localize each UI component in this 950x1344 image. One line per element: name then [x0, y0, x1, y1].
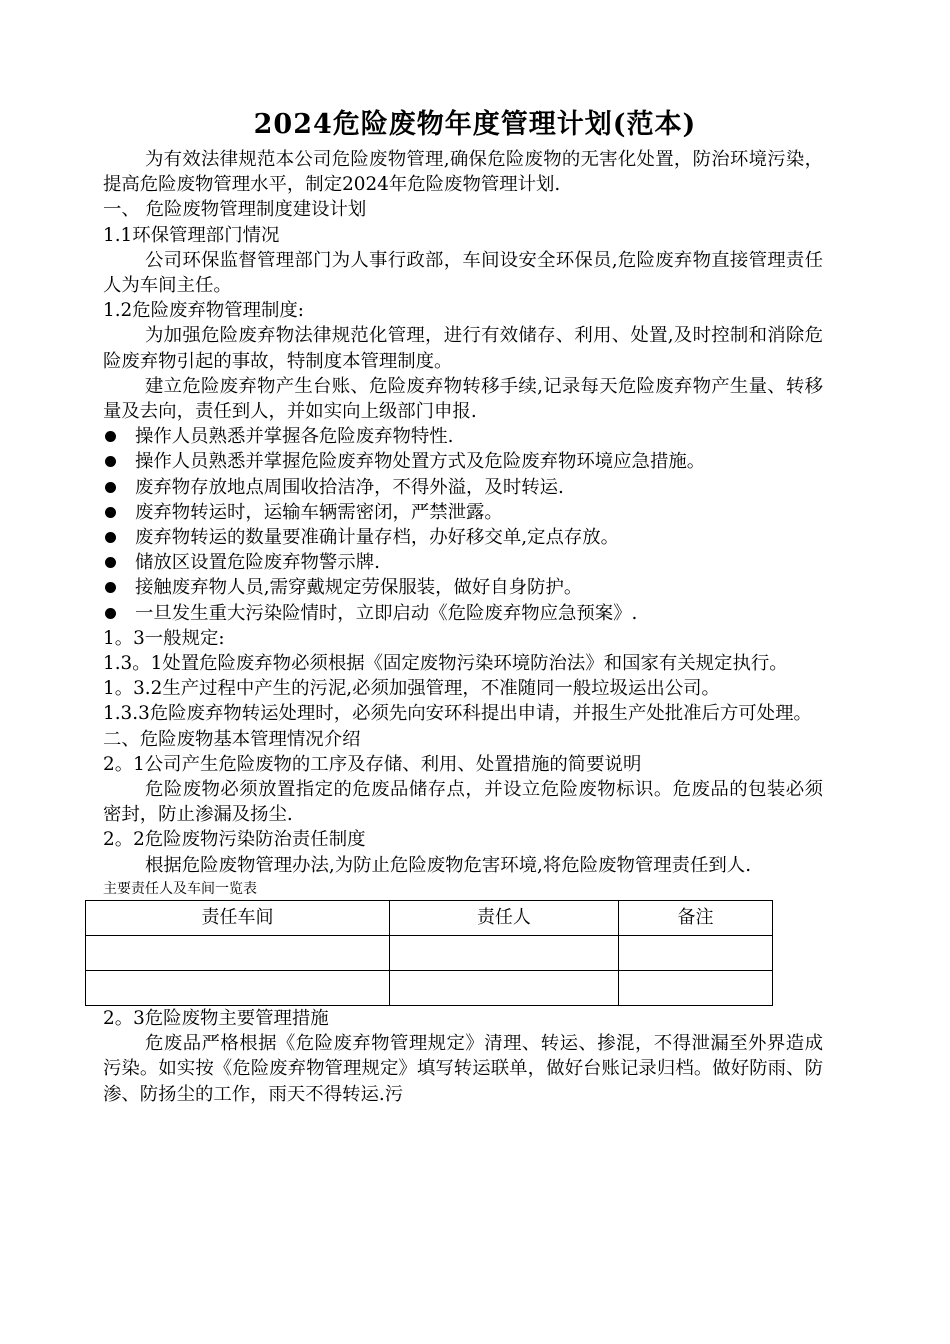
bullet-text: 操作人员熟悉并掌握各危险废弃物特性. [135, 426, 454, 448]
section-1-2-heading: 1.2危险废弃物管理制度: [103, 300, 304, 322]
bullet-icon [105, 557, 116, 568]
table-header-cell: 责任人 [389, 900, 618, 935]
responsibility-table [85, 900, 773, 1006]
bullet-text: 废弃物存放地点周围收拾洁净，不得外溢，及时转运. [135, 476, 564, 498]
table-header-cell: 备注 [618, 900, 772, 935]
bullet-text: 一旦发生重大污染险情时，立即启动《危险废弃物应急预案》. [135, 602, 638, 624]
intro-paragraph: 为有效法律规范本公司危险废物管理,确保危险废物的无害化处置，防治环境污染，提高危险废物管理水平，制定2024年危险废物管理计划. [103, 149, 823, 196]
bullet-icon [105, 431, 116, 442]
table-cell [389, 970, 618, 1005]
table-row [86, 970, 773, 1005]
bullet-icon [105, 507, 116, 518]
bullet-text: 接触废弃物人员,需穿戴规定劳保服装，做好自身防护。 [135, 577, 583, 599]
bullet-icon [105, 482, 116, 493]
bullet-text: 废弃物转运的数量要准确计量存档，办好移交单,定点存放。 [135, 527, 620, 549]
bullet-item [103, 550, 823, 575]
section-2-1-text: 危险废物必须放置指定的危废品储存点，并设立危险废物标识。危废品的包装必须密封，防止渗漏及扬尘. [103, 779, 823, 826]
section-1-1-heading: 1.1环保管理部门情况 [103, 224, 280, 246]
bullet-list [103, 424, 823, 626]
table-caption: 主要责任人及车间一览表 [103, 880, 257, 897]
section-1-heading: 一、 危险废物管理制度建设计划 [103, 199, 367, 221]
bullet-text: 废弃物转运时，运输车辆需密闭，严禁泄露。 [135, 501, 503, 523]
bullet-item [103, 424, 823, 449]
section-1-1-text: 公司环保监督管理部门为人事行政部，车间设安全环保员,危险废弃物直接管理责任人为车间主任。 [103, 249, 823, 297]
bullet-icon [105, 608, 116, 619]
section-1-3-heading: 1。3一般规定: [103, 627, 225, 649]
document-title: 2024危险废物年度管理计划(范本) [253, 109, 697, 140]
table-header-cell: 责任车间 [86, 900, 390, 935]
bullet-text: 操作人员熟悉并掌握危险废弃物处置方式及危险废弃物环境应急措施。 [135, 451, 706, 473]
bullet-item [103, 525, 823, 550]
table-cell [618, 935, 772, 970]
section-1-3-2-text: 1。3.2生产过程中产生的污泥,必须加强管理，不准随同一般垃圾运出公司。 [103, 678, 720, 700]
table-cell [389, 935, 618, 970]
section-2-3-heading: 2。3危险废物主要管理措施 [103, 1007, 329, 1029]
section-2-2-heading: 2。2危险废物污染防治责任制度 [103, 829, 366, 851]
bullet-item [103, 475, 823, 500]
section-1-3-1-text: 1.3。1处置危险废弃物必须根据《固定废物污染环境防治法》和国家有关规定执行。 [103, 653, 788, 675]
section-2-heading: 二、危险废物基本管理情况介绍 [103, 728, 361, 750]
bullet-icon [105, 582, 116, 593]
table-row [86, 935, 773, 970]
table-cell [86, 935, 390, 970]
table-header-row [86, 900, 773, 935]
bullet-item [103, 601, 823, 626]
bullet-item [103, 449, 823, 474]
section-1-3-3-text: 1.3.3危险废弃物转运处理时，必须先向安环科提出申请，并报生产处批准后方可处理。 [103, 703, 812, 725]
section-2-3-text: 危废品严格根据《危险废弃物管理规定》清理、转运、掺混，不得泄漏至外界造成污染。如实按《危险废弃物管理规定》填写转运联单，做好台账记录归档。做好防雨、防渗、防扬尘的工作，雨天不得转运.污 [103, 1033, 823, 1105]
section-1-2-text-2: 建立危险废弃物产生台账、危险废弃物转移手续,记录每天危险废弃物产生量、转移量及去向，责任到人，并如实向上级部门申报. [103, 375, 823, 423]
bullet-text: 储放区设置危险废弃物警示牌. [135, 552, 380, 574]
table-cell [86, 970, 390, 1005]
bullet-icon [105, 456, 116, 467]
bullet-icon [105, 532, 116, 543]
bullet-item [103, 500, 823, 525]
section-2-2-text: 根据危险废物管理办法,为防止危险废物危害环境,将危险废物管理责任到人. [145, 854, 752, 876]
section-2-1-heading: 2。1公司产生危险废物的工序及存储、利用、处置措施的简要说明 [103, 753, 642, 775]
section-1-2-text-1: 为加强危险废弃物法律规范化管理，进行有效储存、利用、处置,及时控制和消除危险废弃物引起的事故，特制度本管理制度。 [103, 325, 823, 372]
bullet-item [103, 575, 823, 600]
table-cell [618, 970, 772, 1005]
document-body [103, 147, 823, 1107]
